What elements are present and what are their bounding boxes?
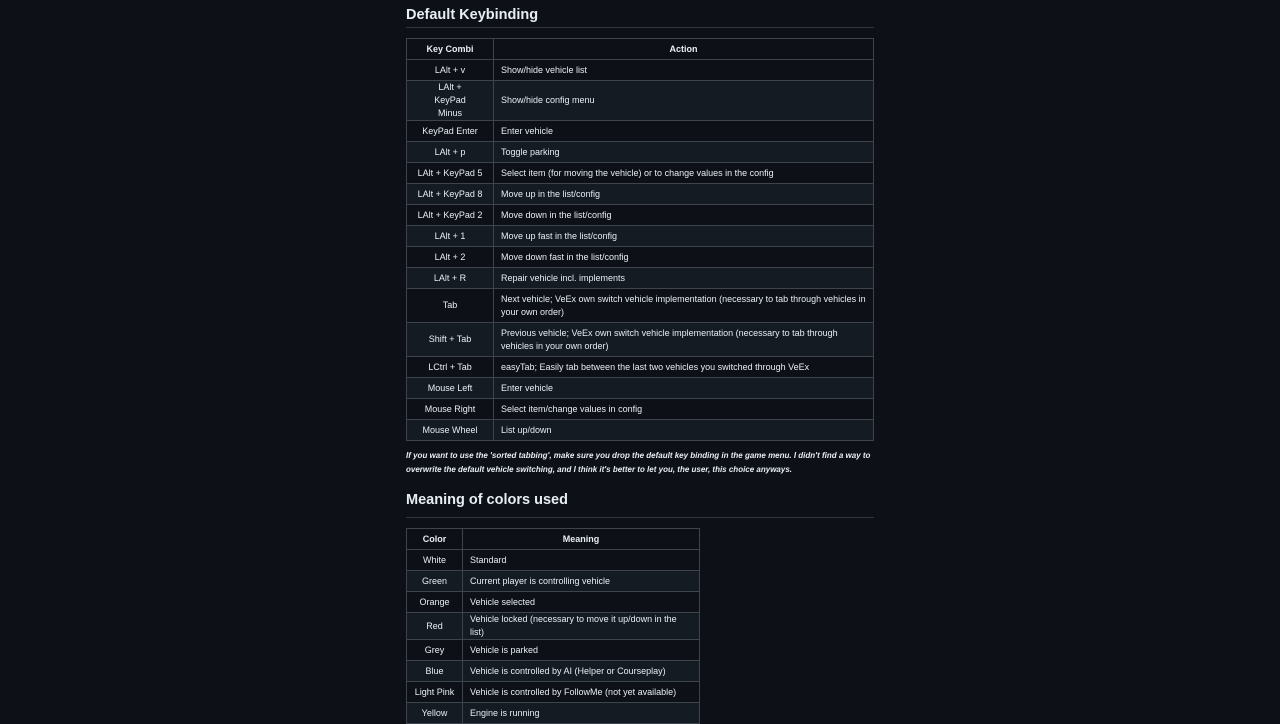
table-row bbox=[407, 205, 874, 226]
table-row bbox=[407, 121, 874, 142]
color-cell: White bbox=[407, 550, 463, 571]
table-row bbox=[407, 420, 874, 441]
table-row bbox=[407, 184, 874, 205]
key-cell: LAlt + 1 bbox=[407, 226, 494, 247]
table-row bbox=[407, 550, 700, 571]
column-header-action: Action bbox=[494, 39, 874, 60]
action-cell: List up/down bbox=[494, 420, 874, 441]
table-row bbox=[407, 682, 700, 703]
table-row bbox=[407, 703, 700, 724]
table-row bbox=[407, 592, 700, 613]
meaning-cell: Vehicle is controlled by FollowMe (not yet available) bbox=[463, 682, 700, 703]
table-row bbox=[407, 247, 874, 268]
color-cell: Green bbox=[407, 571, 463, 592]
column-header-color: Color bbox=[407, 529, 463, 550]
table-row bbox=[407, 60, 874, 81]
sorted-tabbing-note: If you want to use the 'sorted tabbing', make sure you drop the default key binding in the game menu. I didn't find a way to overwrite the default vehicle switching, and I think it's better to let you, the user, this choice anyways. bbox=[406, 451, 871, 474]
action-cell: Move down fast in the list/config bbox=[494, 247, 874, 268]
action-cell: Move up in the list/config bbox=[494, 184, 874, 205]
table-row bbox=[407, 226, 874, 247]
key-cell: LAlt + 2 bbox=[407, 247, 494, 268]
meaning-cell: Current player is controlling vehicle bbox=[463, 571, 700, 592]
key-cell: LAlt + R bbox=[407, 268, 494, 289]
table-row bbox=[407, 289, 874, 323]
key-cell: Tab bbox=[407, 289, 494, 323]
table-row bbox=[407, 661, 700, 682]
action-cell: Next vehicle; VeEx own switch vehicle implementation (necessary to tab through vehicles in your own order) bbox=[494, 289, 874, 323]
key-cell: Mouse Right bbox=[407, 399, 494, 420]
key-cell: LAlt + KeyPad 5 bbox=[407, 163, 494, 184]
key-cell: LAlt + KeyPad 2 bbox=[407, 205, 494, 226]
action-cell: Enter vehicle bbox=[494, 121, 874, 142]
color-cell: Light Pink bbox=[407, 682, 463, 703]
key-cell: Mouse Left bbox=[407, 378, 494, 399]
color-cell: Blue bbox=[407, 661, 463, 682]
colors-heading: Meaning of colors used bbox=[406, 491, 874, 518]
meaning-cell: Vehicle selected bbox=[463, 592, 700, 613]
table-row bbox=[407, 268, 874, 289]
column-header-key-combi: Key Combi bbox=[407, 39, 494, 60]
color-cell: Grey bbox=[407, 640, 463, 661]
key-cell: Shift + Tab bbox=[407, 323, 494, 357]
table-row bbox=[407, 640, 700, 661]
table-row bbox=[407, 613, 700, 640]
action-cell: Toggle parking bbox=[494, 142, 874, 163]
action-cell: Select item/change values in config bbox=[494, 399, 874, 420]
key-cell: LAlt + KeyPad Minus bbox=[407, 81, 494, 121]
key-cell: Mouse Wheel bbox=[407, 420, 494, 441]
meaning-cell: Vehicle is controlled by AI (Helper or Courseplay) bbox=[463, 661, 700, 682]
color-cell: Orange bbox=[407, 592, 463, 613]
table-row bbox=[407, 399, 874, 420]
action-cell: Show/hide config menu bbox=[494, 81, 874, 121]
action-cell: easyTab; Easily tab between the last two vehicles you switched through VeEx bbox=[494, 357, 874, 378]
key-cell: KeyPad Enter bbox=[407, 121, 494, 142]
keybinding-heading: Default Keybinding bbox=[406, 0, 874, 28]
action-cell: Show/hide vehicle list bbox=[494, 60, 874, 81]
key-cell: LAlt + v bbox=[407, 60, 494, 81]
table-row bbox=[407, 323, 874, 357]
keybinding-header-row bbox=[407, 39, 874, 60]
color-cell: Red bbox=[407, 613, 463, 640]
table-row bbox=[407, 163, 874, 184]
table-row bbox=[407, 81, 874, 121]
action-cell: Move down in the list/config bbox=[494, 205, 874, 226]
key-cell: LCtrl + Tab bbox=[407, 357, 494, 378]
meaning-cell: Standard bbox=[463, 550, 700, 571]
meaning-cell: Vehicle is parked bbox=[463, 640, 700, 661]
keybinding-table bbox=[406, 38, 874, 441]
action-cell: Select item (for moving the vehicle) or to change values in the config bbox=[494, 163, 874, 184]
action-cell: Previous vehicle; VeEx own switch vehicle implementation (necessary to tab through vehicles in your own order) bbox=[494, 323, 874, 357]
action-cell: Move up fast in the list/config bbox=[494, 226, 874, 247]
colors-table bbox=[406, 528, 700, 724]
table-row bbox=[407, 571, 700, 592]
color-cell: Yellow bbox=[407, 703, 463, 724]
action-cell: Repair vehicle incl. implements bbox=[494, 268, 874, 289]
table-row bbox=[407, 378, 874, 399]
table-row bbox=[407, 357, 874, 378]
table-row bbox=[407, 142, 874, 163]
colors-header-row bbox=[407, 529, 700, 550]
meaning-cell: Engine is running bbox=[463, 703, 700, 724]
key-cell: LAlt + p bbox=[407, 142, 494, 163]
action-cell: Enter vehicle bbox=[494, 378, 874, 399]
column-header-meaning: Meaning bbox=[463, 529, 700, 550]
meaning-cell: Vehicle locked (necessary to move it up/down in the list) bbox=[463, 613, 700, 640]
key-cell: LAlt + KeyPad 8 bbox=[407, 184, 494, 205]
readme-content bbox=[406, 0, 874, 724]
